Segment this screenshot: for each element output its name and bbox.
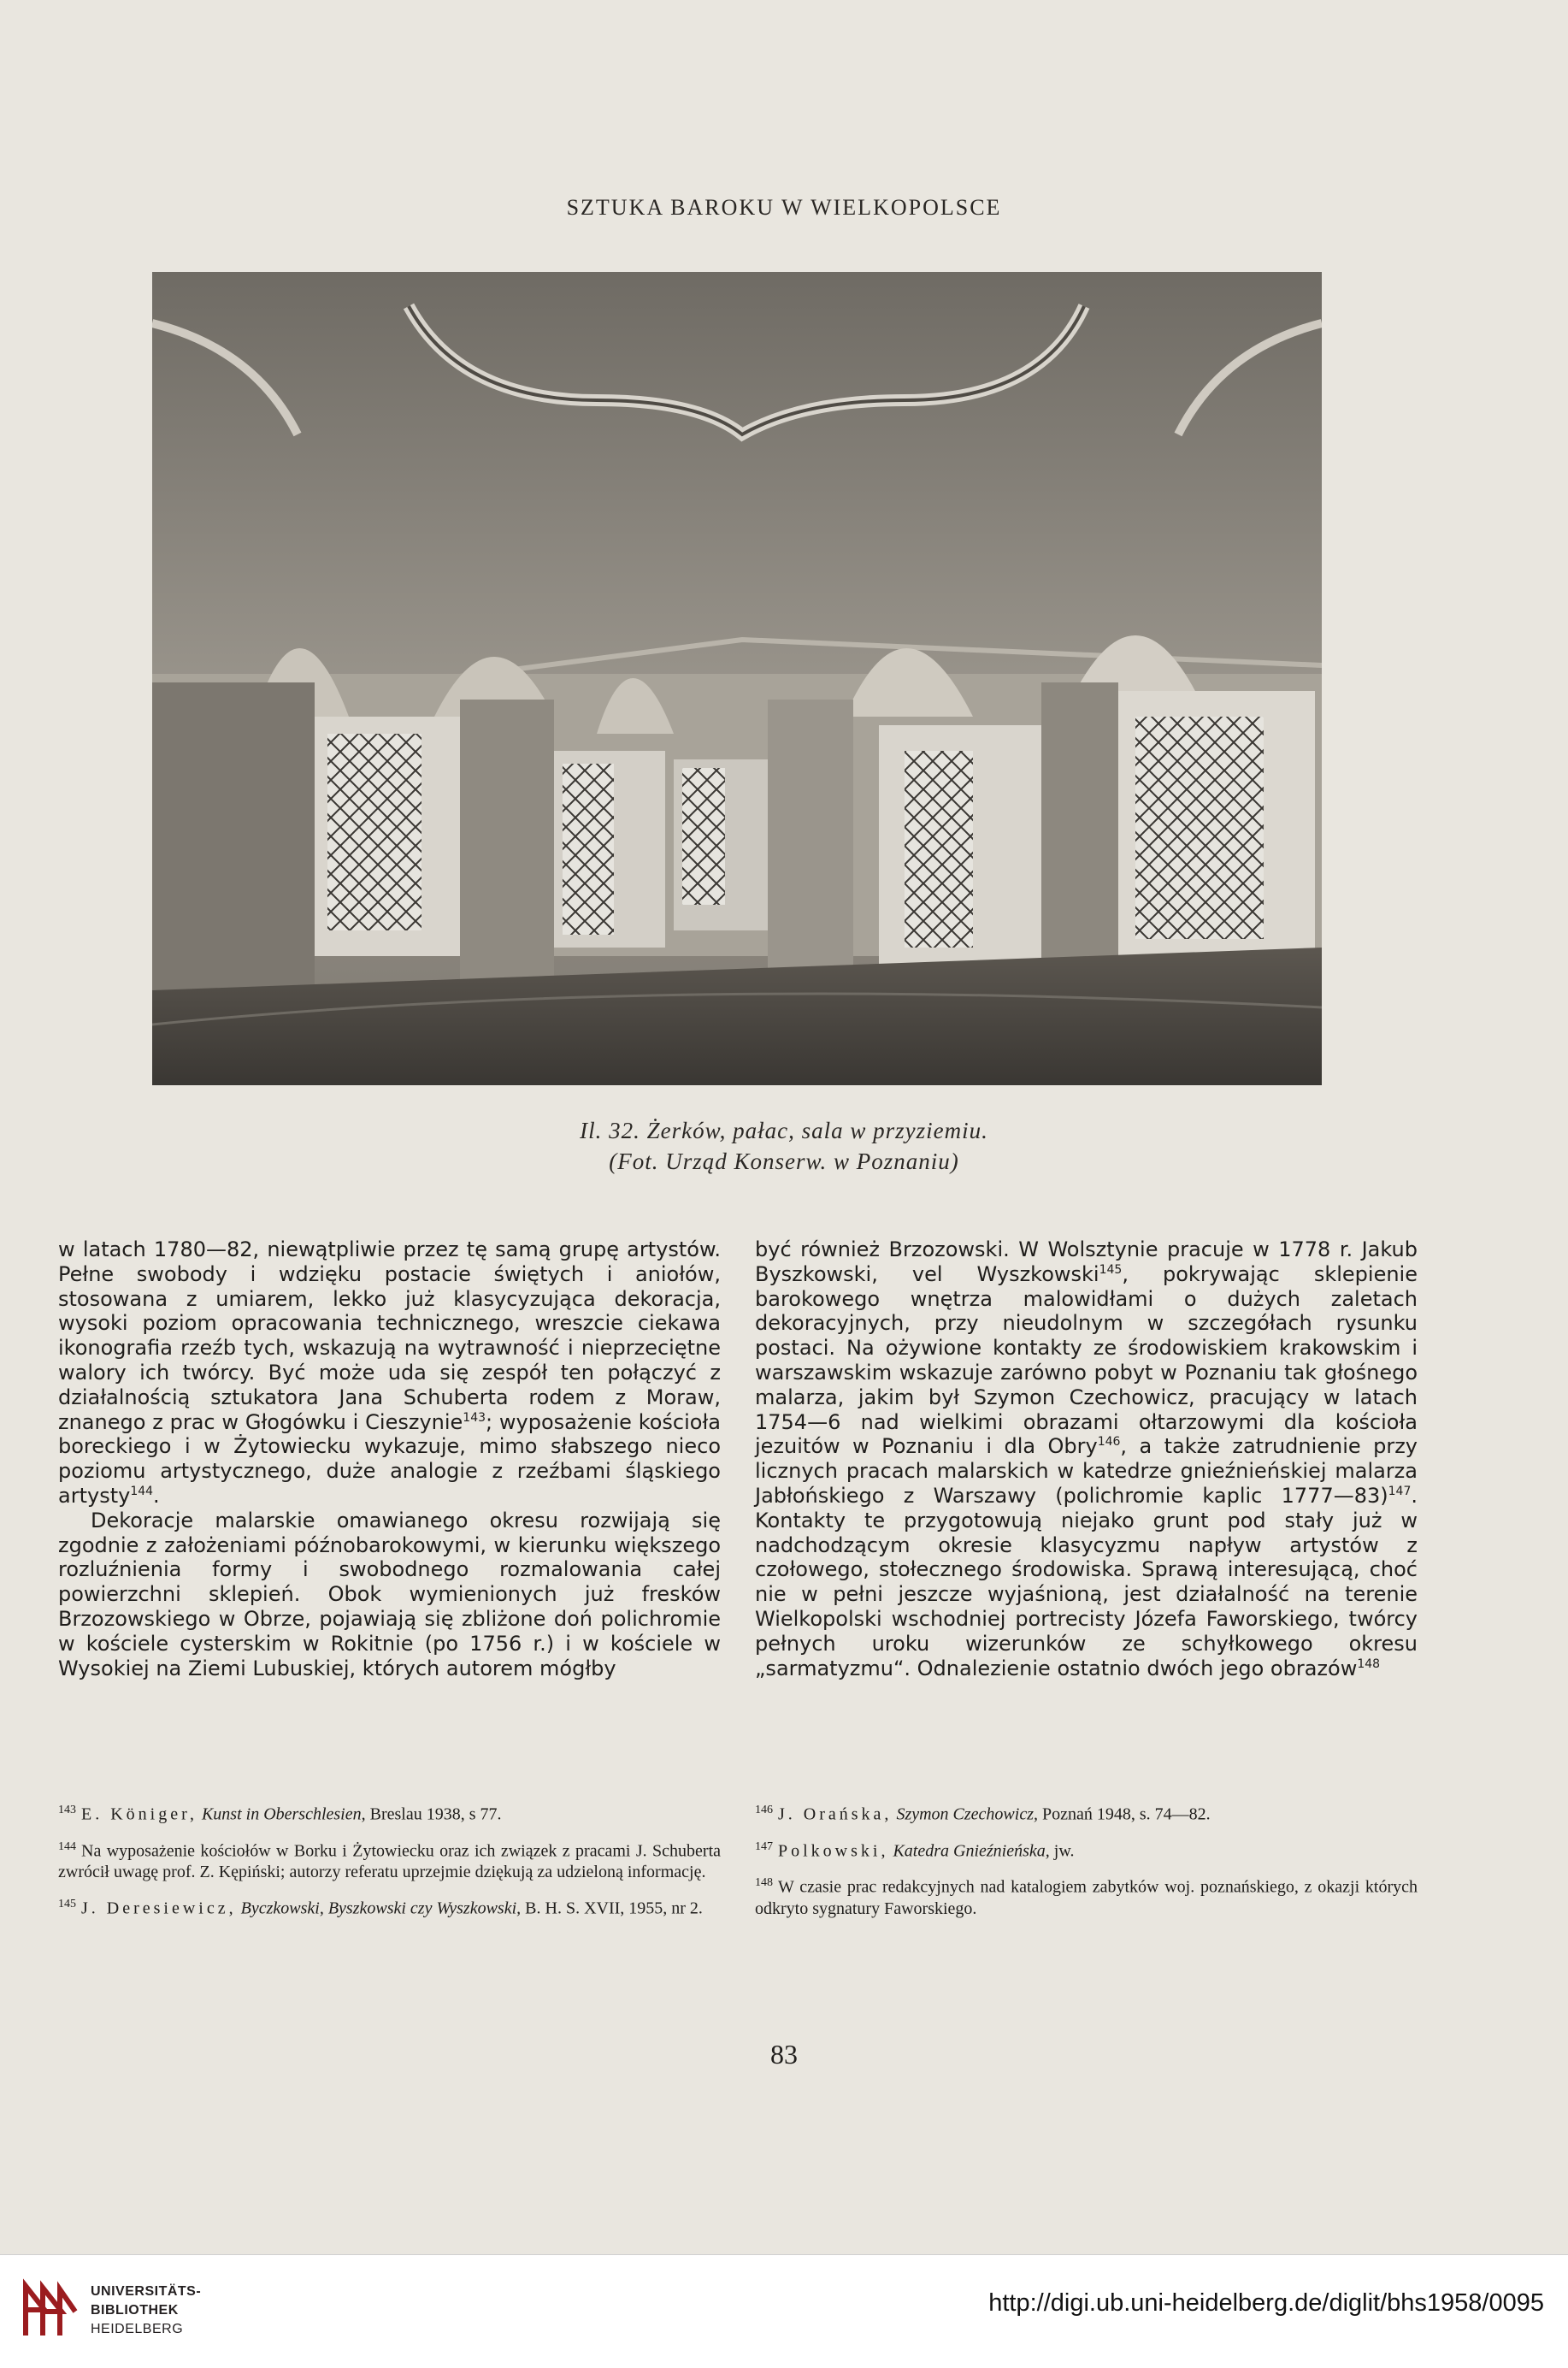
body-column-right [755, 1237, 1418, 1680]
footnote-145: $^{145}$ J. Deresiewicz, Byczkowski, Byszkowski czy Wyszkowski, B. H. S. XVII, 1955, nr 2. [58, 1898, 703, 1918]
running-title: SZTUKA BAROKU W WIELKOPOLSCE [566, 195, 1002, 220]
footnote-ref: 147 [1388, 1484, 1412, 1498]
institution-name: UNIVERSITÄTS- BIBLIOTHEK HEIDELBERG [91, 2284, 202, 2336]
library-footer [0, 2254, 1568, 2368]
footnote-ref: 146 [1097, 1435, 1121, 1450]
footnote-ref: 143 [463, 1410, 486, 1425]
caption-line-1 [0, 1115, 1568, 1146]
caption-line-2: (Fot. Urząd Konserw. w Poznaniu) [609, 1149, 959, 1174]
paragraph: w latach 1780—82, niewątpliwie przez tę samą grupę artystów. Pełne swobody i wdzięku postacie świętych i aniołów, stosowana z umiarem, lekko już klasycyzująca dekoracja, wysoki poziom opracowania technicznego, wreszcie ciekawa ikonografia rzeźb tych, wskazują na wytrawność i nieprzeciętne walory ich twórcy. Być może uda się zespół ten połączyć z działalnością sztukatora Jana Schuberta rodem z Moraw, znanego z prac w Głogówku i Cieszynie$^{143}$; wyposażenie kościoła boreckiego i w Żytowiecku wykazuje, mimo słabszego nieco poziomu artystycznego, duże analogie z rzeźbami śląskiego artysty$^{144}$. [58, 1237, 721, 1508]
footnote-144: $^{144}$ Na wyposażenie kościołów w Borku i Żytowiecku oraz ich związek z pracami J. Schuberta zwrócił uwagę prof. Z. Kępiński; autorzy referatu uprzejmie dziękują za udzieloną informację. [58, 1839, 721, 1882]
footnotes-right [755, 1799, 1418, 1930]
footnote-ref: 144 [130, 1484, 154, 1498]
paragraph: Dekoracje malarskie omawianego okresu rozwijają się zgodnie z założeniami późnobarokowymi, w kierunku większego rozluźnienia formy i swobodnego rozmalowania całej powierzchni sklepień. Obok wymienionych już fresków Brzozowskiego w Obrze, pojawiają się zbliżone doń polichromie w kościele cysterskim w Rokitnie (po 1756 r.) i w kościele w Wysokiej na Ziemi Lubuskiej, których autorem mógłby [58, 1508, 721, 1680]
caption-text: Żerków, pałac, sala w przyziemiu. [646, 1118, 988, 1143]
library-logo-icon [19, 2276, 80, 2346]
source-url-link[interactable]: http://digi.ub.uni-heidelberg.de/diglit/bhs1958/0095 [988, 2289, 1544, 2317]
footnotes-left [58, 1799, 721, 1930]
body-column-left [58, 1237, 721, 1680]
vaulted-hall-photo [152, 272, 1322, 1085]
footnote-148: $^{148}$ W czasie prac redakcyjnych nad katalogiem zabytków woj. poznańskiego, z okazji których odkryto sygnatury Faworskiego. [755, 1876, 1418, 1918]
paragraph: być również Brzozowski. W Wolsztynie pracuje w 1778 r. Jakub Byszkowski, vel Wyszkowski$^{145}$, pokrywając sklepienie barokowego wnętrza malowidłami o dużych zaletach dekoracyjnych, przy nieudolnym w szczegółach rysunku postaci. Na ożywione kontakty ze środowiskiem krakowskim i warszawskim wskazuje zarówno pobyt w Poznaniu tak głośnego malarza, jakim był Szymon Czechowicz, pracujący w latach 1754—6 nad wielkimi obrazami ołtarzowymi dla kościoła jezuitów w Poznaniu i dla Obry$^{146}$, a także zatrudnienie przy licznych pracach malarskich w katedrze gnieźnieńskiej malarza Jabłońskiego z Warszawy (polichromie kaplic 1777—83)$^{147}$. Kontakty te przygotowują niejako grunt pod stały już w nadchodzącym okresie klasycyzmu napływ artystów z czołowego, stołecznego środowiska. Sprawą interesującą, choć nie w pełni jeszcze wyjaśnioną, jest działalność na terenie Wielkopolski wschodniej portrecisty Józefa Faworskiego, twórcy pełnych uroku wizerunków ze schyłkowego okresu „sarmatyzmu“. Odnalezienie ostatnio dwóch jego obrazów$^{148}$ [755, 1237, 1418, 1680]
photo-plate [152, 272, 1322, 1085]
figure-caption [0, 1115, 1568, 1177]
caption-label: Il. 32. [580, 1118, 640, 1143]
footnote-146: $^{146}$ J. Orańska, Szymon Czechowicz, Poznań 1948, s. 74—82. [755, 1804, 1211, 1824]
footnote-ref: 145 [1099, 1262, 1123, 1277]
footnote-147: $^{147}$ Polkowski, Katedra Gnieźnieńska, jw. [755, 1839, 1075, 1861]
footnote-143: $^{143}$ E. Königer, Kunst in Oberschlesien, Breslau 1938, s 77. [58, 1804, 502, 1824]
page-number: 83 [770, 2039, 798, 2070]
footnote-ref: 148 [1357, 1656, 1381, 1671]
